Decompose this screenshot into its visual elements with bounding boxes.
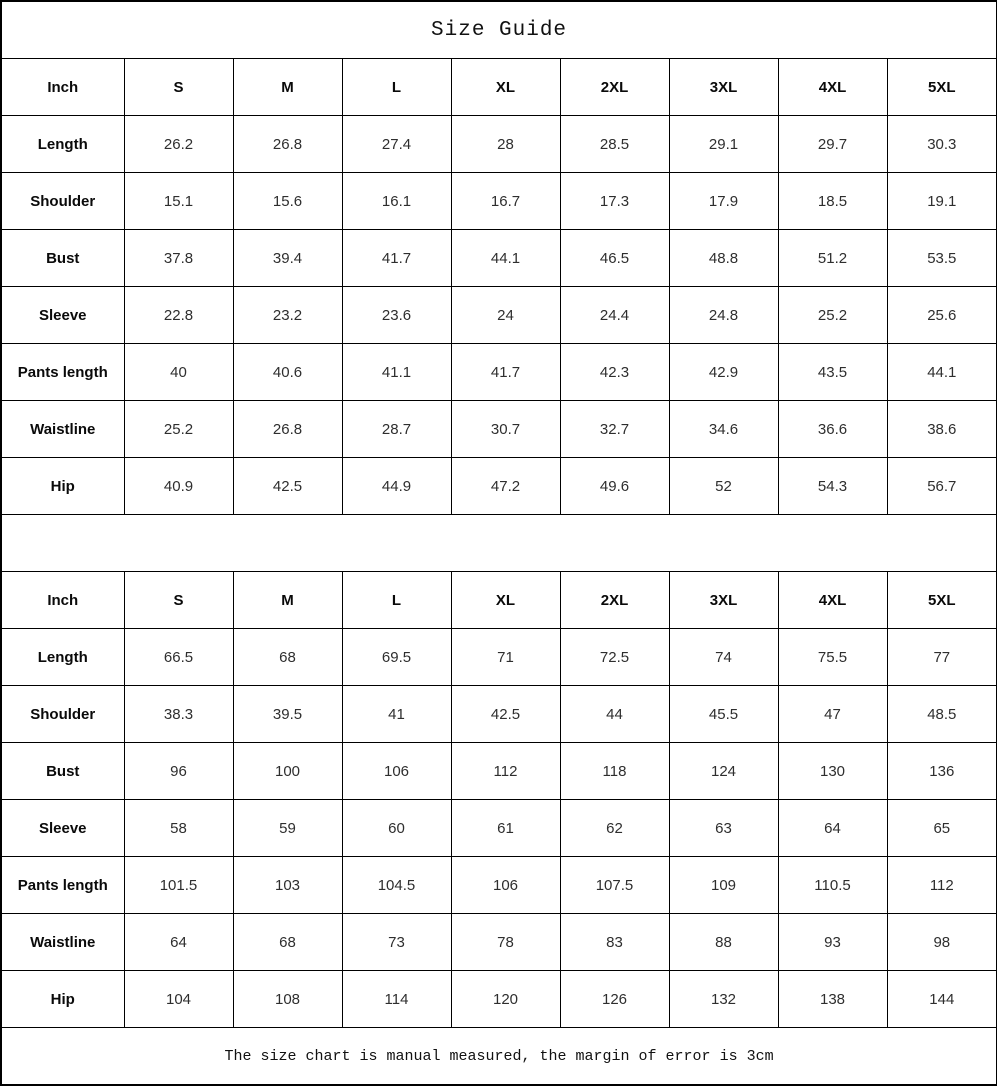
size-value-cell: 44.1 [451, 230, 560, 287]
size-value-cell: 17.3 [560, 173, 669, 230]
size-value-cell: 16.7 [451, 173, 560, 230]
measurement-row [1, 743, 997, 800]
size-value-cell: 64 [778, 800, 887, 857]
measure-row-label: Shoulder [1, 686, 124, 743]
unit-header-cell: Inch [1, 572, 124, 629]
measure-row-label: Pants length [1, 344, 124, 401]
size-value-cell: 114 [342, 971, 451, 1028]
size-value-cell: 28 [451, 116, 560, 173]
size-value-cell: 30.3 [887, 116, 997, 173]
size-value-cell: 39.4 [233, 230, 342, 287]
measure-row-label: Pants length [1, 857, 124, 914]
size-value-cell: 39.5 [233, 686, 342, 743]
measurement-row [1, 230, 997, 287]
measure-row-label: Shoulder [1, 173, 124, 230]
unit-header-cell: Inch [1, 59, 124, 116]
measure-row-label: Length [1, 116, 124, 173]
size-value-cell: 48.8 [669, 230, 778, 287]
size-value-cell: 29.1 [669, 116, 778, 173]
size-value-cell: 28.5 [560, 116, 669, 173]
size-value-cell: 44.9 [342, 458, 451, 515]
size-value-cell: 34.6 [669, 401, 778, 458]
size-value-cell: 42.3 [560, 344, 669, 401]
size-header-row [1, 59, 997, 116]
size-column-header: 5XL [887, 59, 997, 116]
page-title: Size Guide [1, 1, 997, 59]
size-value-cell: 41.7 [342, 230, 451, 287]
size-value-cell: 98 [887, 914, 997, 971]
size-value-cell: 138 [778, 971, 887, 1028]
size-value-cell: 44.1 [887, 344, 997, 401]
size-value-cell: 68 [233, 914, 342, 971]
size-value-cell: 126 [560, 971, 669, 1028]
size-value-cell: 45.5 [669, 686, 778, 743]
size-value-cell: 101.5 [124, 857, 233, 914]
size-value-cell: 61 [451, 800, 560, 857]
measurement-row [1, 173, 997, 230]
size-value-cell: 53.5 [887, 230, 997, 287]
size-value-cell: 28.7 [342, 401, 451, 458]
table-spacer [1, 515, 997, 572]
size-value-cell: 104.5 [342, 857, 451, 914]
size-value-cell: 54.3 [778, 458, 887, 515]
size-value-cell: 18.5 [778, 173, 887, 230]
size-value-cell: 16.1 [342, 173, 451, 230]
size-value-cell: 65 [887, 800, 997, 857]
size-value-cell: 25.2 [778, 287, 887, 344]
size-value-cell: 66.5 [124, 629, 233, 686]
size-value-cell: 29.7 [778, 116, 887, 173]
size-value-cell: 47 [778, 686, 887, 743]
size-column-header: 5XL [887, 572, 997, 629]
measure-row-label: Sleeve [1, 800, 124, 857]
size-value-cell: 83 [560, 914, 669, 971]
size-value-cell: 24.8 [669, 287, 778, 344]
size-value-cell: 40.9 [124, 458, 233, 515]
size-value-cell: 22.8 [124, 287, 233, 344]
measurement-row [1, 629, 997, 686]
size-value-cell: 26.8 [233, 116, 342, 173]
size-column-header: S [124, 572, 233, 629]
size-value-cell: 17.9 [669, 173, 778, 230]
size-value-cell: 49.6 [560, 458, 669, 515]
size-column-header: M [233, 572, 342, 629]
size-column-header: XL [451, 59, 560, 116]
size-value-cell: 100 [233, 743, 342, 800]
size-value-cell: 47.2 [451, 458, 560, 515]
measure-row-label: Waistline [1, 914, 124, 971]
size-value-cell: 46.5 [560, 230, 669, 287]
measurement-row [1, 458, 997, 515]
size-value-cell: 124 [669, 743, 778, 800]
measurement-row [1, 686, 997, 743]
size-column-header: M [233, 59, 342, 116]
measurement-row [1, 116, 997, 173]
size-column-header: L [342, 59, 451, 116]
size-value-cell: 72.5 [560, 629, 669, 686]
measure-row-label: Hip [1, 971, 124, 1028]
size-value-cell: 136 [887, 743, 997, 800]
size-value-cell: 132 [669, 971, 778, 1028]
size-value-cell: 96 [124, 743, 233, 800]
size-value-cell: 41.7 [451, 344, 560, 401]
size-value-cell: 42.5 [451, 686, 560, 743]
size-value-cell: 109 [669, 857, 778, 914]
size-value-cell: 30.7 [451, 401, 560, 458]
size-value-cell: 23.6 [342, 287, 451, 344]
size-value-cell: 106 [451, 857, 560, 914]
size-value-cell: 144 [887, 971, 997, 1028]
size-value-cell: 59 [233, 800, 342, 857]
measurement-row [1, 344, 997, 401]
size-column-header: 2XL [560, 59, 669, 116]
measure-row-label: Bust [1, 743, 124, 800]
measurement-row [1, 971, 997, 1028]
size-value-cell: 77 [887, 629, 997, 686]
size-value-cell: 78 [451, 914, 560, 971]
size-value-cell: 27.4 [342, 116, 451, 173]
size-value-cell: 41 [342, 686, 451, 743]
size-column-header: L [342, 572, 451, 629]
measurement-row [1, 914, 997, 971]
size-value-cell: 58 [124, 800, 233, 857]
size-value-cell: 25.6 [887, 287, 997, 344]
size-value-cell: 25.2 [124, 401, 233, 458]
measurement-row [1, 857, 997, 914]
size-value-cell: 62 [560, 800, 669, 857]
size-value-cell: 93 [778, 914, 887, 971]
size-value-cell: 41.1 [342, 344, 451, 401]
size-value-cell: 69.5 [342, 629, 451, 686]
measure-row-label: Hip [1, 458, 124, 515]
size-value-cell: 23.2 [233, 287, 342, 344]
size-value-cell: 42.5 [233, 458, 342, 515]
size-value-cell: 56.7 [887, 458, 997, 515]
size-value-cell: 74 [669, 629, 778, 686]
size-value-cell: 112 [887, 857, 997, 914]
note-text: The size chart is manual measured, the margin of error is 3cm [1, 1028, 997, 1086]
measurement-row [1, 800, 997, 857]
note-row [1, 1028, 997, 1086]
size-value-cell: 48.5 [887, 686, 997, 743]
size-value-cell: 40.6 [233, 344, 342, 401]
size-value-cell: 107.5 [560, 857, 669, 914]
measure-row-label: Sleeve [1, 287, 124, 344]
size-value-cell: 42.9 [669, 344, 778, 401]
size-value-cell: 108 [233, 971, 342, 1028]
size-value-cell: 52 [669, 458, 778, 515]
size-value-cell: 88 [669, 914, 778, 971]
size-value-cell: 104 [124, 971, 233, 1028]
size-value-cell: 73 [342, 914, 451, 971]
size-value-cell: 19.1 [887, 173, 997, 230]
size-value-cell: 63 [669, 800, 778, 857]
size-value-cell: 51.2 [778, 230, 887, 287]
size-value-cell: 118 [560, 743, 669, 800]
measure-row-label: Bust [1, 230, 124, 287]
size-value-cell: 103 [233, 857, 342, 914]
size-value-cell: 106 [342, 743, 451, 800]
size-header-row [1, 572, 997, 629]
size-value-cell: 15.1 [124, 173, 233, 230]
size-value-cell: 43.5 [778, 344, 887, 401]
size-value-cell: 110.5 [778, 857, 887, 914]
size-column-header: 3XL [669, 59, 778, 116]
size-value-cell: 120 [451, 971, 560, 1028]
measurement-row [1, 287, 997, 344]
size-value-cell: 130 [778, 743, 887, 800]
size-value-cell: 24.4 [560, 287, 669, 344]
size-value-cell: 36.6 [778, 401, 887, 458]
size-value-cell: 44 [560, 686, 669, 743]
size-value-cell: 71 [451, 629, 560, 686]
measure-row-label: Waistline [1, 401, 124, 458]
measure-row-label: Length [1, 629, 124, 686]
size-value-cell: 40 [124, 344, 233, 401]
size-column-header: 4XL [778, 59, 887, 116]
size-value-cell: 64 [124, 914, 233, 971]
size-value-cell: 37.8 [124, 230, 233, 287]
title-row [1, 1, 997, 59]
size-value-cell: 24 [451, 287, 560, 344]
size-column-header: XL [451, 572, 560, 629]
size-value-cell: 60 [342, 800, 451, 857]
size-column-header: S [124, 59, 233, 116]
size-value-cell: 112 [451, 743, 560, 800]
size-column-header: 3XL [669, 572, 778, 629]
size-value-cell: 15.6 [233, 173, 342, 230]
size-column-header: 2XL [560, 572, 669, 629]
size-column-header: 4XL [778, 572, 887, 629]
size-value-cell: 38.3 [124, 686, 233, 743]
measurement-row [1, 401, 997, 458]
size-value-cell: 68 [233, 629, 342, 686]
size-value-cell: 26.2 [124, 116, 233, 173]
size-value-cell: 26.8 [233, 401, 342, 458]
size-value-cell: 75.5 [778, 629, 887, 686]
spacer-row [1, 515, 997, 572]
size-value-cell: 38.6 [887, 401, 997, 458]
size-value-cell: 32.7 [560, 401, 669, 458]
